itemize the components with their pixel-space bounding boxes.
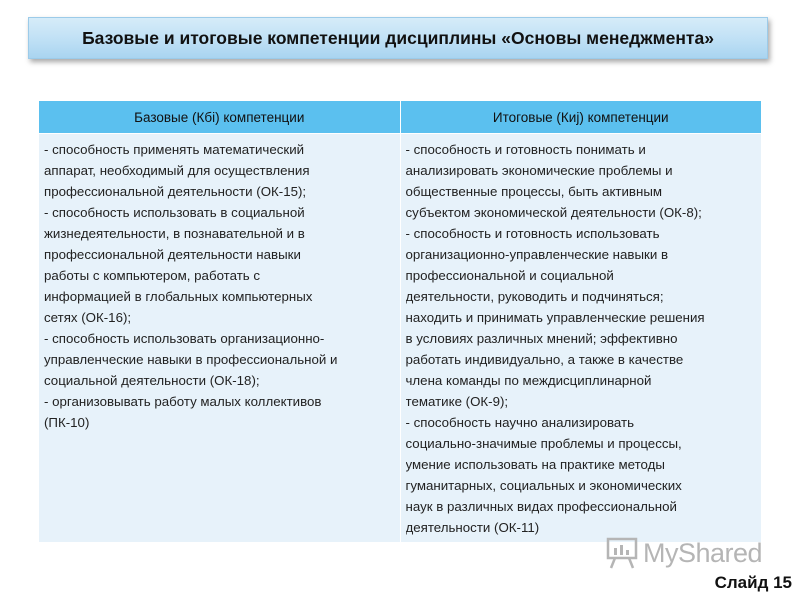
competency-line: организационно-управленческие навыки в xyxy=(405,247,669,262)
watermark-text: MyShared xyxy=(643,537,763,568)
competencies-table xyxy=(38,100,762,543)
table-row xyxy=(39,134,762,543)
competency-line: управленческие навыки в профессиональной и xyxy=(44,352,338,367)
competency-line: умение использовать на практике методы xyxy=(405,457,665,472)
competency-line: - способность использовать в социальной xyxy=(44,205,305,220)
competency-line: деятельности (ОК-11) xyxy=(405,520,540,535)
competency-line: - организовывать работу малых коллективов xyxy=(44,394,322,409)
final-competencies-cell xyxy=(400,134,762,543)
competency-line: жизнедеятельности, в познавательной и в xyxy=(44,226,305,241)
competency-line: тематике (ОК-9); xyxy=(405,394,509,409)
header-base-competencies: Базовые (Кбi) компетенции xyxy=(39,101,401,134)
competency-line: аппарат, необходимый для осуществления xyxy=(44,163,310,178)
presentation-board-icon xyxy=(605,537,639,569)
competency-line: социальной деятельности (ОК-18); xyxy=(44,373,260,388)
competency-line: общественные процессы, быть активным xyxy=(405,184,663,199)
competency-line: в условиях различных мнений; эффективно xyxy=(405,331,678,346)
competency-line: работать индивидуально, а также в качестве xyxy=(405,352,684,367)
competency-line: - способность научно анализировать xyxy=(405,415,635,430)
competency-line: субъектом экономической деятельности (ОК-8); xyxy=(405,205,702,220)
competency-line: находить и принимать управленческие решения xyxy=(405,310,705,325)
competency-line: информацией в глобальных компьютерных xyxy=(44,289,313,304)
header-final-competencies: Итоговые (Киj) компетенции xyxy=(400,101,762,134)
base-competencies-cell xyxy=(39,134,401,543)
competency-line: профессиональной и социальной xyxy=(405,268,614,283)
competency-line: (ПК-10) xyxy=(44,415,90,430)
competency-line: анализировать экономические проблемы и xyxy=(405,163,673,178)
slide-title: Базовые и итоговые компетенции дисциплины «Основы менеджмента» xyxy=(82,27,714,48)
competency-line: - способность применять математический xyxy=(44,142,305,157)
competency-line: - способность и готовность понимать и xyxy=(405,142,646,157)
competency-line: наук в различных видах профессиональной xyxy=(405,499,677,514)
title-banner xyxy=(28,17,768,59)
slide-number: Слайд 15 xyxy=(714,573,792,592)
competency-line: члена команды по междисциплинарной xyxy=(405,373,652,388)
competency-line: профессиональной деятельности (ОК-15); xyxy=(44,184,307,199)
competency-line: профессиональной деятельности навыки xyxy=(44,247,301,262)
competency-line: - способность и готовность использовать xyxy=(405,226,660,241)
competency-line: - способность использовать организационно- xyxy=(44,331,325,346)
competency-line: деятельности, руководить и подчиняться; xyxy=(405,289,664,304)
table-header-row xyxy=(39,101,762,134)
competency-line: социально-значимые проблемы и процессы, xyxy=(405,436,682,451)
competency-line: сетях (ОК-16); xyxy=(44,310,132,325)
competency-line: работы с компьютером, работать с xyxy=(44,268,261,283)
myshared-watermark xyxy=(605,536,765,570)
competency-line: гуманитарных, социальных и экономических xyxy=(405,478,682,493)
